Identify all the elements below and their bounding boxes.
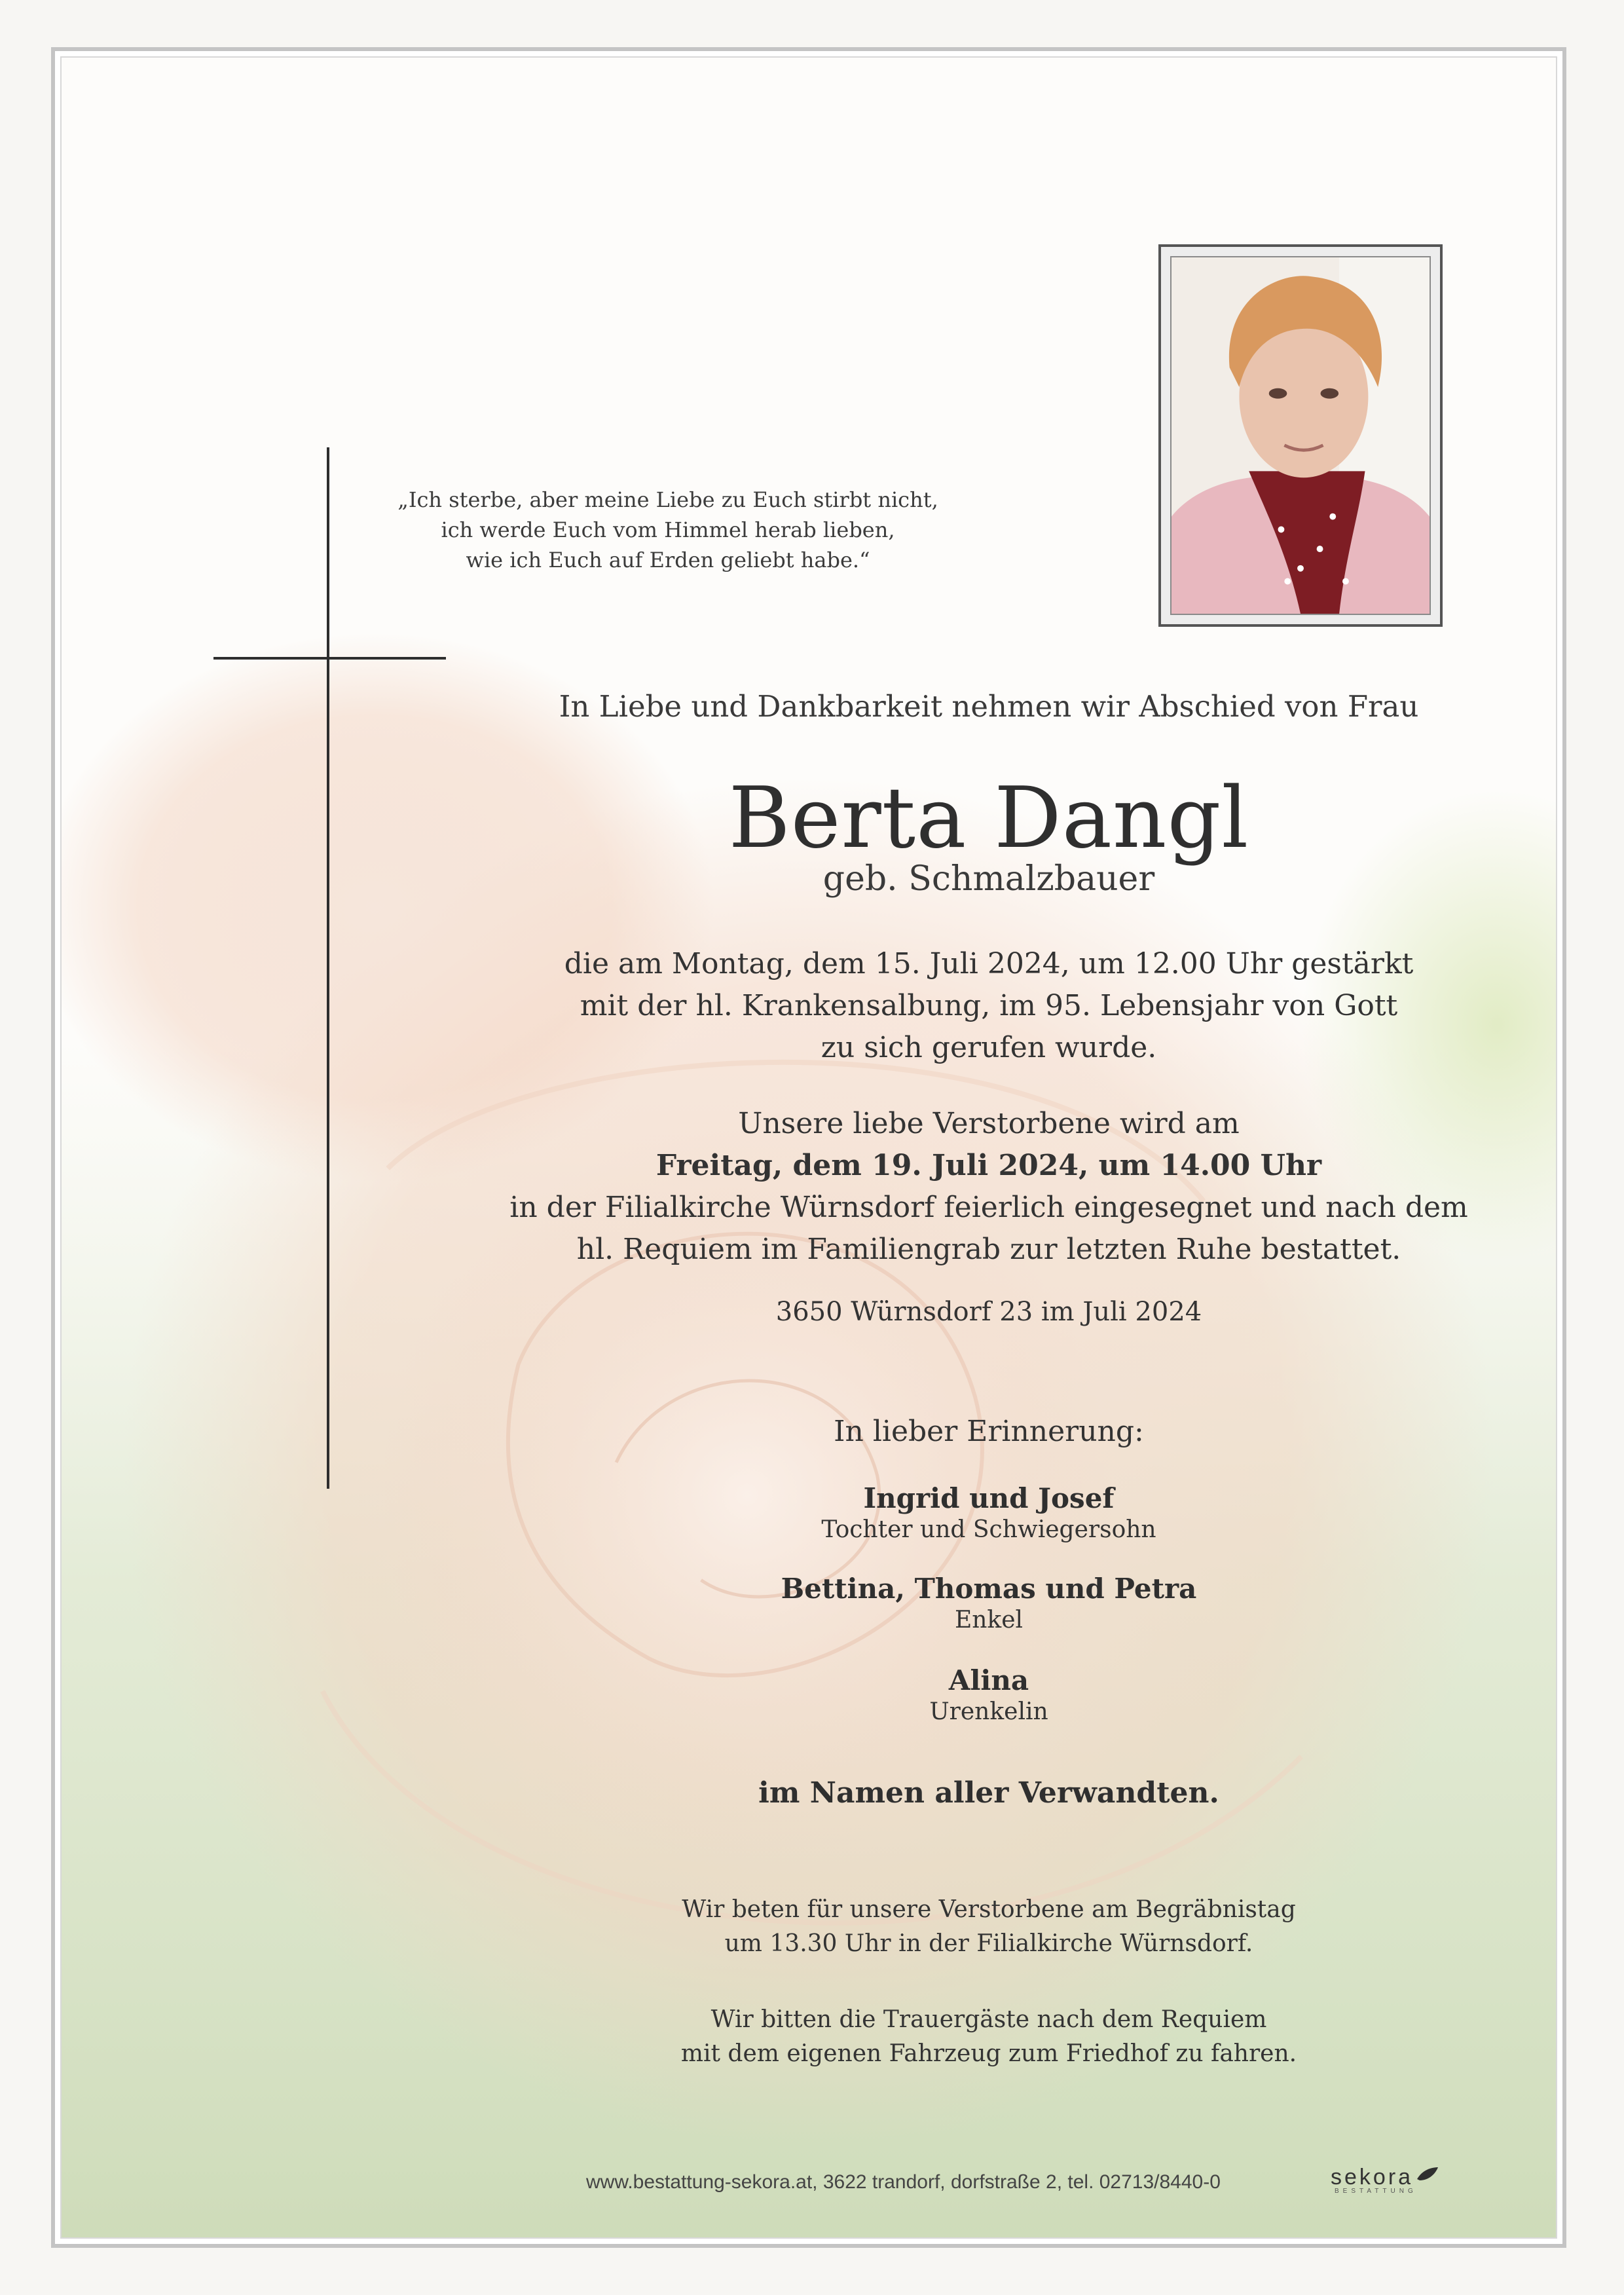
mourner-relation: Urenkelin [929, 1698, 1048, 1725]
death-notice-line-2: mit der hl. Krankensalbung, im 95. Lebensjahr von Gott [580, 989, 1398, 1022]
cross-vertical-bar [327, 447, 329, 1489]
death-notice [406, 943, 1572, 1069]
intro-text: In Liebe und Dankbarkeit nehmen wir Abschied von Frau [559, 689, 1419, 724]
mourner-relation: Enkel [954, 1607, 1024, 1633]
place-date: 3650 Würnsdorf 23 im Juli 2024 [775, 1297, 1202, 1327]
footer-address: www.bestattung-sekora.at, 3622 trandorf, dorfstraße 2, tel. 02713/8440-0 [586, 2171, 1221, 2193]
portrait-photo [1170, 256, 1431, 615]
quote-line-2: ich werde Euch vom Himmel herab lieben, [441, 517, 895, 542]
mourner-names: Ingrid und Josef [863, 1482, 1115, 1514]
maiden-name: geb. Schmalzbauer [822, 859, 1155, 899]
portrait-frame [1158, 244, 1443, 627]
leaf-icon [1416, 2165, 1439, 2184]
logo-subtext: BESTATTUNG [1335, 2188, 1417, 2195]
death-notice-line-1: die am Montag, dem 15. Juli 2024, um 12.00 Uhr gestärkt [564, 947, 1414, 980]
mourner-relation: Tochter und Schwiegersohn [821, 1516, 1156, 1543]
mourner-entry [406, 1572, 1572, 1635]
funeral-notice-line-3: in der Filialkirche Würnsdorf feierlich eingesegnet und nach dem [509, 1191, 1468, 1224]
death-notice-line-3: zu sich gerufen wurde. [821, 1031, 1157, 1064]
quote-line-3: wie ich Euch auf Erden geliebt habe.“ [466, 548, 870, 572]
quote [308, 485, 1028, 575]
quote-line-1: „Ich sterbe, aber meine Liebe zu Euch stirbt nicht, [397, 487, 938, 512]
mourner-entry [406, 1482, 1572, 1544]
prayer-notice-line-2: um 13.30 Uhr in der Filialkirche Würnsdorf. [724, 1930, 1253, 1957]
funeral-notice-line-4: hl. Requiem im Familiengrab zur letzten Ruhe bestattet. [576, 1233, 1401, 1266]
cross-horizontal-bar [213, 657, 446, 660]
funeral-notice [406, 1103, 1572, 1271]
relatives-line: im Namen aller Verwandten. [758, 1776, 1219, 1810]
mourner-entry [406, 1664, 1572, 1726]
guests-notice [406, 2003, 1572, 2071]
deceased-name: Berta Dangl [728, 770, 1249, 867]
funeral-date: Freitag, dem 19. Juli 2024, um 14.00 Uhr [655, 1149, 1322, 1182]
mourner-names: Bettina, Thomas und Petra [781, 1573, 1197, 1605]
remembrance-heading: In lieber Erinnerung: [834, 1415, 1144, 1448]
mourner-names: Alina [948, 1664, 1029, 1696]
guests-notice-line-1: Wir bitten die Trauergäste nach dem Requiem [710, 2006, 1267, 2033]
guests-notice-line-2: mit dem eigenen Fahrzeug zum Friedhof zu fahren. [680, 2040, 1297, 2067]
portrait-photo-icon [1172, 257, 1430, 614]
sekora-logo [1331, 2165, 1417, 2195]
funeral-notice-line-1: Unsere liebe Verstorbene wird am [738, 1107, 1240, 1140]
prayer-notice-line-1: Wir beten für unsere Verstorbene am Begräbnistag [682, 1896, 1296, 1923]
prayer-notice [406, 1893, 1572, 1961]
logo-text: sekora [1331, 2165, 1414, 2190]
